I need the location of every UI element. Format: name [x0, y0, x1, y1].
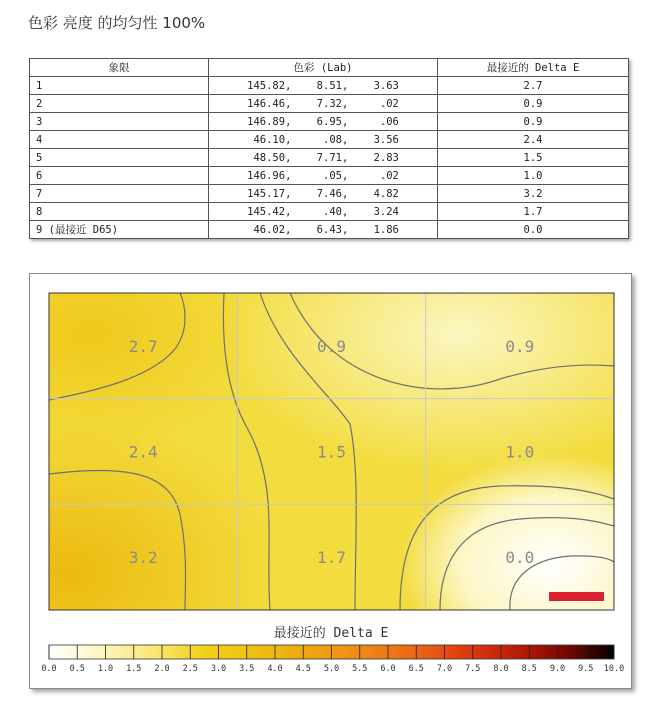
scale-tick-label: 8.5 [521, 664, 537, 674]
scale-tick-label: 5.0 [323, 664, 340, 674]
quadrant-table [29, 58, 629, 239]
page-title: 色彩 亮度 的均匀性 100% [28, 14, 206, 32]
delta-e-cell: 2.7 [438, 77, 629, 95]
quadrant-cell: 4 [30, 131, 209, 149]
lab-cell: 146.96, .05, .02 [209, 167, 438, 185]
delta-e-cell: 3.2 [438, 185, 629, 203]
quadrant-cell: 1 [30, 77, 209, 95]
quadrant-value-label: 0.9 [317, 336, 346, 356]
lab-cell: 146.46, 7.32, .02 [209, 95, 438, 113]
lab-cell: 145.42, .40, 3.24 [209, 203, 438, 221]
color-scale [41, 645, 624, 674]
delta-e-cell: 0.0 [438, 221, 629, 239]
scale-tick-label: 3.5 [239, 664, 255, 674]
heatmap-chart [30, 274, 631, 688]
heatmap-panel [29, 273, 632, 689]
quadrant-value-label: 0.9 [505, 336, 535, 356]
quadrant-cell: 5 [30, 149, 209, 167]
table-row [30, 185, 629, 203]
delta-e-cell: 1.5 [438, 149, 629, 167]
quadrant-cell: 7 [30, 185, 209, 203]
quadrant-value-label: 3.2 [128, 548, 158, 568]
scale-tick-label: 1.5 [126, 664, 142, 674]
table-row [30, 149, 629, 167]
scale-tick-label: 10.0 [603, 664, 625, 674]
quadrant-cell: 6 [30, 167, 209, 185]
scale-tick-label: 6.0 [380, 664, 396, 674]
table-row [30, 167, 629, 185]
table-row [30, 77, 629, 95]
table-header-row [30, 59, 629, 77]
lab-cell: 46.10, .08, 3.56 [209, 131, 438, 149]
quadrant-cell: 3 [30, 113, 209, 131]
lab-cell: 146.89, 6.95, .06 [209, 113, 438, 131]
delta-e-cell: 1.7 [438, 203, 629, 221]
table-row [30, 131, 629, 149]
reference-marker [549, 592, 604, 601]
scale-tick-label: 0.5 [69, 664, 85, 674]
quadrant-value-label: 2.7 [128, 336, 158, 356]
scale-tick-label: 0.0 [41, 664, 57, 674]
quadrant-value-label: 1.0 [505, 442, 535, 462]
table-row [30, 95, 629, 113]
lab-cell: 145.82, 8.51, 3.63 [209, 77, 438, 95]
scale-tick-label: 9.5 [578, 664, 594, 674]
scale-tick-label: 1.0 [97, 664, 114, 674]
scale-tick-label: 2.5 [182, 664, 198, 674]
quadrant-value-label: 2.4 [128, 442, 158, 462]
header-color-lab: 色彩 (Lab) [209, 59, 438, 77]
header-delta-e: 最接近的 Delta E [438, 59, 629, 77]
table-row [30, 203, 629, 221]
delta-e-cell: 0.9 [438, 113, 629, 131]
scale-tick-label: 8.0 [493, 664, 509, 674]
scale-tick-label: 5.5 [352, 664, 368, 674]
scale-tick-label: 3.0 [210, 664, 227, 674]
quadrant-cell: 9 (最接近 D65) [30, 221, 209, 239]
quadrant-cell: 8 [30, 203, 209, 221]
scale-tick-label: 4.5 [295, 664, 311, 674]
quadrant-cell: 2 [30, 95, 209, 113]
scale-tick-label: 7.0 [436, 664, 453, 674]
quadrant-value-label: 0.0 [505, 548, 535, 568]
lab-cell: 48.50, 7.71, 2.83 [209, 149, 438, 167]
scale-tick-label: 6.5 [408, 664, 424, 674]
scale-tick-label: 9.0 [549, 664, 566, 674]
quadrant-value-label: 1.7 [317, 548, 346, 568]
scale-tick-label: 4.0 [267, 664, 283, 674]
lab-cell: 145.17, 7.46, 4.82 [209, 185, 438, 203]
delta-e-cell: 1.0 [438, 167, 629, 185]
scale-tick-label: 7.5 [465, 664, 481, 674]
delta-e-cell: 2.4 [438, 131, 629, 149]
quadrant-value-label: 1.5 [317, 442, 346, 462]
delta-e-cell: 0.9 [438, 95, 629, 113]
header-quadrant: 象限 [30, 59, 209, 77]
scale-title: 最接近的 Delta E [273, 626, 389, 641]
quadrant-table-container [29, 58, 629, 239]
lab-cell: 46.02, 6.43, 1.86 [209, 221, 438, 239]
scale-tick-label: 2.0 [154, 664, 170, 674]
table-row [30, 221, 629, 239]
table-row [30, 113, 629, 131]
